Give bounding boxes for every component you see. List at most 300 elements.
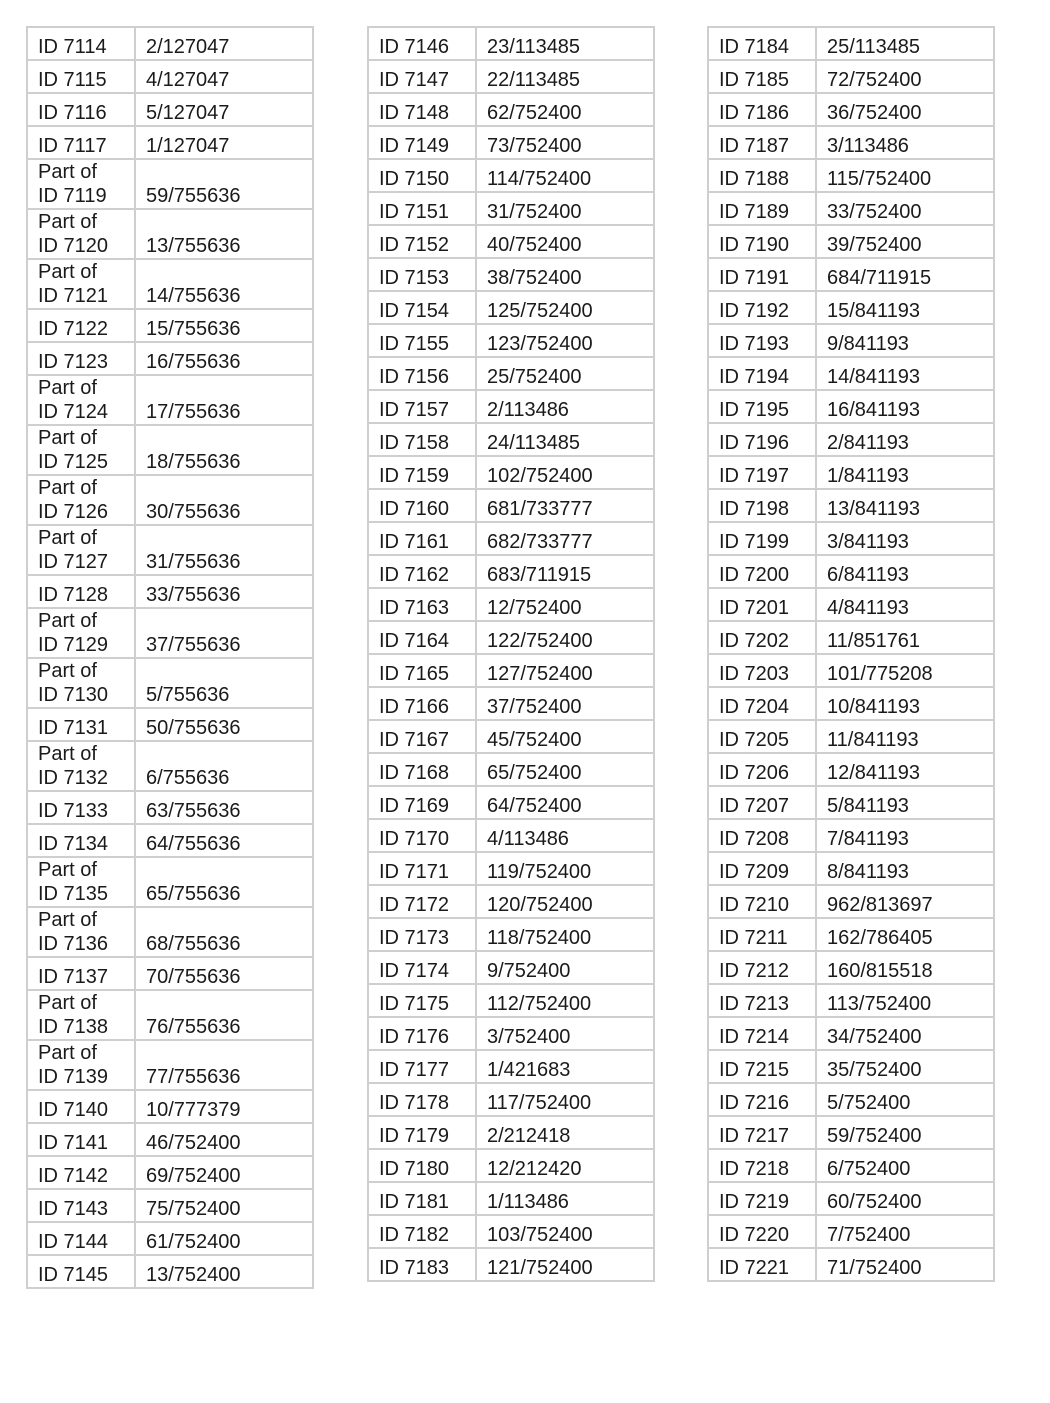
id-cell (368, 918, 476, 951)
table-row (27, 259, 313, 309)
value-cell: 17/755636 (135, 375, 313, 425)
table-row (708, 918, 994, 951)
table-row (708, 951, 994, 984)
table-row (27, 857, 313, 907)
value-cell: 10/777379 (135, 1090, 313, 1123)
id-label: ID 7198 (719, 498, 790, 520)
table-row (27, 1090, 313, 1123)
id-label: ID 7194 (719, 366, 790, 388)
id-label: ID 7203 (719, 663, 790, 685)
id-label: ID 7143 (38, 1198, 109, 1220)
id-label: ID 7204 (719, 696, 790, 718)
id-cell (708, 159, 816, 192)
id-label: ID 7154 (379, 300, 450, 322)
value-cell: 50/755636 (135, 708, 313, 741)
id-cell (368, 1050, 476, 1083)
table-row (368, 456, 654, 489)
id-label: ID 7220 (719, 1224, 790, 1246)
part-of-label: Part of (38, 527, 97, 549)
id-label: ID 7123 (38, 351, 109, 373)
value-cell: 1/127047 (135, 126, 313, 159)
value-cell: 9/841193 (816, 324, 994, 357)
id-label: ID 7209 (719, 861, 790, 883)
table-row (27, 425, 313, 475)
id-cell (27, 475, 135, 525)
value-cell: 34/752400 (816, 1017, 994, 1050)
id-cell (368, 885, 476, 918)
value-cell: 4/841193 (816, 588, 994, 621)
id-cell (708, 1215, 816, 1248)
id-cell (708, 555, 816, 588)
value-cell: 1/841193 (816, 456, 994, 489)
id-label: ID 7150 (379, 168, 450, 190)
value-cell: 73/752400 (476, 126, 654, 159)
part-of-label: Part of (38, 261, 97, 283)
value-cell: 9/752400 (476, 951, 654, 984)
table-row (368, 918, 654, 951)
part-of-label: Part of (38, 743, 97, 765)
table-row (708, 60, 994, 93)
value-cell: 125/752400 (476, 291, 654, 324)
id-label: ID 7115 (38, 69, 107, 91)
table-row (708, 1017, 994, 1050)
table-row (368, 687, 654, 720)
value-cell: 3/752400 (476, 1017, 654, 1050)
table-row (27, 1040, 313, 1090)
id-label: ID 7187 (719, 135, 790, 157)
table-row (368, 522, 654, 555)
id-label: ID 7195 (719, 399, 790, 421)
id-cell (368, 390, 476, 423)
table-row (708, 654, 994, 687)
id-label: ID 7212 (719, 960, 790, 982)
id-label: ID 7131 (38, 717, 109, 739)
value-cell: 69/752400 (135, 1156, 313, 1189)
id-cell (708, 852, 816, 885)
id-label: ID 7196 (719, 432, 790, 454)
id-cell (708, 1017, 816, 1050)
id-cell (708, 60, 816, 93)
id-label: ID 7135 (38, 883, 109, 905)
table-row (27, 907, 313, 957)
id-cell (27, 259, 135, 309)
id-cell (708, 258, 816, 291)
value-cell: 37/755636 (135, 608, 313, 658)
id-cell (708, 522, 816, 555)
table-row (368, 1149, 654, 1182)
id-label: ID 7215 (719, 1059, 790, 1081)
table-row (368, 1017, 654, 1050)
value-cell: 38/752400 (476, 258, 654, 291)
id-cell (368, 489, 476, 522)
id-cell (368, 27, 476, 60)
id-label: ID 7217 (719, 1125, 790, 1147)
id-cell (27, 1222, 135, 1255)
table-row (708, 27, 994, 60)
id-cell (708, 654, 816, 687)
id-label: ID 7164 (379, 630, 450, 652)
value-cell: 113/752400 (816, 984, 994, 1017)
id-cell (708, 93, 816, 126)
table-row (368, 1083, 654, 1116)
table-row (27, 93, 313, 126)
table-row (708, 357, 994, 390)
id-label: ID 7202 (719, 630, 790, 652)
id-cell (27, 990, 135, 1040)
table-row (27, 957, 313, 990)
id-cell (27, 1040, 135, 1090)
table-row (708, 885, 994, 918)
table-row (708, 1248, 994, 1281)
id-label: ID 7208 (719, 828, 790, 850)
table-row (27, 824, 313, 857)
id-cell (368, 720, 476, 753)
id-cell (27, 907, 135, 957)
id-label: ID 7184 (719, 36, 790, 58)
table-row (708, 852, 994, 885)
id-label: ID 7185 (719, 69, 790, 91)
value-cell: 33/752400 (816, 192, 994, 225)
id-cell (708, 192, 816, 225)
table-row (708, 555, 994, 588)
value-cell: 127/752400 (476, 654, 654, 687)
table-row (368, 1215, 654, 1248)
id-cell (27, 126, 135, 159)
id-cell (27, 608, 135, 658)
value-cell: 118/752400 (476, 918, 654, 951)
id-cell (368, 225, 476, 258)
id-cell (708, 423, 816, 456)
id-cell (368, 423, 476, 456)
id-cell (368, 291, 476, 324)
id-label: ID 7159 (379, 465, 450, 487)
value-cell: 22/113485 (476, 60, 654, 93)
table-row (27, 1156, 313, 1189)
id-cell (27, 1255, 135, 1288)
id-cell (368, 1017, 476, 1050)
value-cell: 31/752400 (476, 192, 654, 225)
id-cell (27, 309, 135, 342)
id-cell (27, 342, 135, 375)
table-row (27, 608, 313, 658)
id-label: ID 7129 (38, 634, 109, 656)
id-label: ID 7181 (379, 1191, 450, 1213)
table-row (27, 126, 313, 159)
id-label: ID 7142 (38, 1165, 109, 1187)
id-cell (708, 291, 816, 324)
table-row (368, 621, 654, 654)
value-cell: 2/841193 (816, 423, 994, 456)
id-label: ID 7205 (719, 729, 790, 751)
id-cell (27, 525, 135, 575)
value-cell: 2/212418 (476, 1116, 654, 1149)
value-cell: 70/755636 (135, 957, 313, 990)
id-label: ID 7218 (719, 1158, 790, 1180)
id-table-column-3 (707, 26, 995, 1282)
id-cell (708, 687, 816, 720)
value-cell: 4/113486 (476, 819, 654, 852)
value-cell: 25/752400 (476, 357, 654, 390)
id-cell (27, 27, 135, 60)
id-label: ID 7200 (719, 564, 790, 586)
id-label: ID 7183 (379, 1257, 450, 1279)
table-row (708, 1149, 994, 1182)
id-label: ID 7197 (719, 465, 790, 487)
id-cell (708, 357, 816, 390)
id-cell (368, 1215, 476, 1248)
id-cell (368, 456, 476, 489)
table-row (368, 885, 654, 918)
table-row (368, 258, 654, 291)
value-cell: 18/755636 (135, 425, 313, 475)
table-row (368, 357, 654, 390)
value-cell: 35/752400 (816, 1050, 994, 1083)
value-cell: 13/752400 (135, 1255, 313, 1288)
id-cell (368, 588, 476, 621)
id-label: ID 7145 (38, 1264, 109, 1286)
id-cell (368, 1083, 476, 1116)
table-row (368, 984, 654, 1017)
id-cell (27, 425, 135, 475)
value-cell: 5/127047 (135, 93, 313, 126)
value-cell: 37/752400 (476, 687, 654, 720)
table-row (368, 60, 654, 93)
id-cell (708, 588, 816, 621)
id-label: ID 7216 (719, 1092, 790, 1114)
part-of-label: Part of (38, 427, 97, 449)
id-label: ID 7126 (38, 501, 109, 523)
id-label: ID 7165 (379, 663, 450, 685)
value-cell: 12/841193 (816, 753, 994, 786)
id-label: ID 7207 (719, 795, 790, 817)
value-cell: 1/113486 (476, 1182, 654, 1215)
id-label: ID 7128 (38, 584, 109, 606)
value-cell: 160/815518 (816, 951, 994, 984)
id-cell (368, 1116, 476, 1149)
table-row (708, 1215, 994, 1248)
table-row (27, 1123, 313, 1156)
table-row (368, 192, 654, 225)
id-cell (368, 357, 476, 390)
id-cell (27, 1123, 135, 1156)
value-cell: 46/752400 (135, 1123, 313, 1156)
value-cell: 101/775208 (816, 654, 994, 687)
id-cell (368, 951, 476, 984)
id-cell (368, 258, 476, 291)
table-row (368, 588, 654, 621)
id-label: ID 7163 (379, 597, 450, 619)
id-cell (368, 93, 476, 126)
table-row (27, 342, 313, 375)
id-label: ID 7130 (38, 684, 109, 706)
table-row (368, 159, 654, 192)
id-cell (708, 489, 816, 522)
part-of-label: Part of (38, 992, 97, 1014)
table-row (708, 1182, 994, 1215)
table-row (368, 753, 654, 786)
id-cell (27, 1189, 135, 1222)
id-cell (27, 159, 135, 209)
id-cell (368, 60, 476, 93)
id-label: ID 7192 (719, 300, 790, 322)
table-row (27, 27, 313, 60)
table-row (708, 1116, 994, 1149)
table-row (708, 621, 994, 654)
id-label: ID 7139 (38, 1066, 109, 1088)
table-row (368, 27, 654, 60)
id-cell (368, 522, 476, 555)
id-label: ID 7117 (38, 135, 107, 157)
id-cell (27, 658, 135, 708)
value-cell: 62/752400 (476, 93, 654, 126)
table-row (27, 708, 313, 741)
table-row (708, 456, 994, 489)
id-label: ID 7206 (719, 762, 790, 784)
table-row (708, 225, 994, 258)
value-cell: 64/755636 (135, 824, 313, 857)
id-label: ID 7160 (379, 498, 450, 520)
id-label: ID 7211 (719, 927, 788, 949)
id-label: ID 7178 (379, 1092, 450, 1114)
table-row (708, 1050, 994, 1083)
id-cell (368, 1248, 476, 1281)
id-cell (708, 720, 816, 753)
table-row (708, 588, 994, 621)
id-label: ID 7174 (379, 960, 450, 982)
id-label: ID 7151 (379, 201, 450, 223)
id-label: ID 7125 (38, 451, 109, 473)
value-cell: 123/752400 (476, 324, 654, 357)
id-cell (708, 621, 816, 654)
value-cell: 12/212420 (476, 1149, 654, 1182)
id-label: ID 7152 (379, 234, 450, 256)
table-row (708, 984, 994, 1017)
value-cell: 33/755636 (135, 575, 313, 608)
table-row (27, 990, 313, 1040)
id-cell (708, 786, 816, 819)
id-cell (708, 126, 816, 159)
table-row (368, 1116, 654, 1149)
id-label: ID 7173 (379, 927, 450, 949)
id-label: ID 7144 (38, 1231, 109, 1253)
value-cell: 65/755636 (135, 857, 313, 907)
part-of-label: Part of (38, 660, 97, 682)
id-cell (27, 741, 135, 791)
id-cell (27, 957, 135, 990)
table-row (27, 375, 313, 425)
id-label: ID 7121 (38, 285, 109, 307)
value-cell: 4/127047 (135, 60, 313, 93)
table-row (708, 258, 994, 291)
value-cell: 120/752400 (476, 885, 654, 918)
value-cell: 10/841193 (816, 687, 994, 720)
table-row (368, 291, 654, 324)
id-label: ID 7189 (719, 201, 790, 223)
value-cell: 115/752400 (816, 159, 994, 192)
part-of-label: Part of (38, 161, 97, 183)
id-cell (708, 885, 816, 918)
id-table-column-1 (26, 26, 314, 1289)
id-label: ID 7132 (38, 767, 109, 789)
table-row (708, 786, 994, 819)
id-label: ID 7175 (379, 993, 450, 1015)
id-cell (368, 324, 476, 357)
value-cell: 1/421683 (476, 1050, 654, 1083)
value-cell: 39/752400 (816, 225, 994, 258)
table-row (368, 555, 654, 588)
id-cell (27, 824, 135, 857)
part-of-label: Part of (38, 859, 97, 881)
id-label: ID 7172 (379, 894, 450, 916)
value-cell: 14/755636 (135, 259, 313, 309)
id-cell (368, 126, 476, 159)
id-label: ID 7133 (38, 800, 109, 822)
id-cell (27, 375, 135, 425)
table-row (27, 1222, 313, 1255)
table-row (708, 423, 994, 456)
value-cell: 59/752400 (816, 1116, 994, 1149)
value-cell: 7/841193 (816, 819, 994, 852)
value-cell: 2/113486 (476, 390, 654, 423)
id-label: ID 7114 (38, 36, 107, 58)
table-row (27, 1255, 313, 1288)
id-label: ID 7210 (719, 894, 790, 916)
id-label: ID 7186 (719, 102, 790, 124)
id-cell (708, 1116, 816, 1149)
id-cell (708, 1050, 816, 1083)
id-label: ID 7138 (38, 1016, 109, 1038)
table-row (368, 93, 654, 126)
value-cell: 14/841193 (816, 357, 994, 390)
id-label: ID 7127 (38, 551, 109, 573)
table-row (368, 654, 654, 687)
id-cell (27, 60, 135, 93)
value-cell: 117/752400 (476, 1083, 654, 1116)
value-cell: 122/752400 (476, 621, 654, 654)
id-label: ID 7155 (379, 333, 450, 355)
table-row (708, 489, 994, 522)
value-cell: 75/752400 (135, 1189, 313, 1222)
value-cell: 2/127047 (135, 27, 313, 60)
table-row (27, 309, 313, 342)
table-row (708, 753, 994, 786)
id-cell (368, 687, 476, 720)
value-cell: 61/752400 (135, 1222, 313, 1255)
id-label: ID 7134 (38, 833, 109, 855)
id-cell (708, 753, 816, 786)
id-label: ID 7167 (379, 729, 450, 751)
id-cell (368, 1182, 476, 1215)
id-label: ID 7158 (379, 432, 450, 454)
id-label: ID 7214 (719, 1026, 790, 1048)
table-row (368, 423, 654, 456)
value-cell: 3/113486 (816, 126, 994, 159)
id-label: ID 7170 (379, 828, 450, 850)
value-cell: 40/752400 (476, 225, 654, 258)
value-cell: 7/752400 (816, 1215, 994, 1248)
id-cell (368, 753, 476, 786)
value-cell: 15/755636 (135, 309, 313, 342)
id-cell (27, 857, 135, 907)
table-row (27, 209, 313, 259)
id-label: ID 7201 (719, 597, 790, 619)
id-label: ID 7171 (379, 861, 450, 883)
value-cell: 3/841193 (816, 522, 994, 555)
table-row (368, 390, 654, 423)
table-row (708, 159, 994, 192)
id-cell (708, 390, 816, 423)
value-cell: 13/841193 (816, 489, 994, 522)
